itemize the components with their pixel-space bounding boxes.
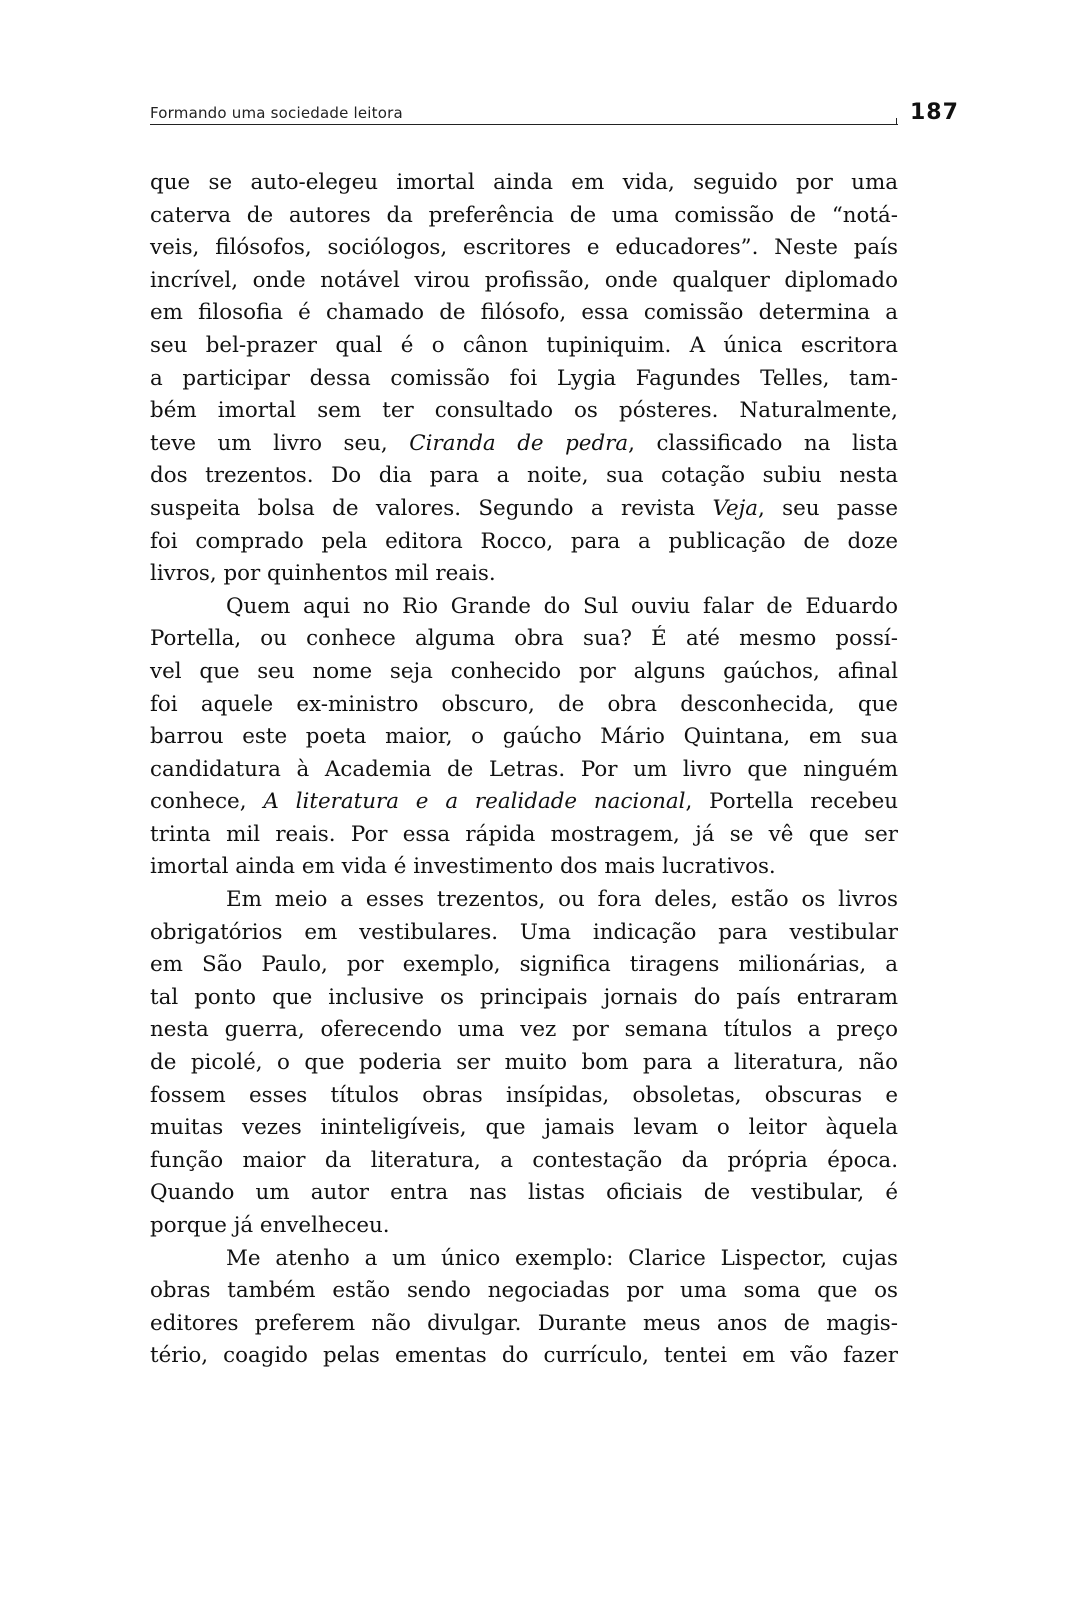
text-line (150, 851, 898, 884)
text-segment: teve um livro seu, (150, 430, 410, 456)
text-segment: em filosofia é chamado de filósofo, essa comissão determina a (150, 300, 898, 326)
text-line (150, 689, 898, 722)
text-line (150, 721, 898, 754)
text-line (150, 1308, 898, 1341)
italic-title: Ciranda de pedra (409, 430, 629, 456)
text-line (150, 526, 898, 559)
text-segment: , classificado na lista (628, 430, 898, 456)
text-line (150, 917, 898, 950)
text-segment: caterva de autores da preferência de uma comissão de “notá- (150, 202, 898, 228)
text-line (150, 395, 898, 428)
text-segment: livros, por quinhentos mil reais. (150, 561, 496, 587)
text-line (150, 200, 898, 233)
text-segment: foi comprado pela editora Rocco, para a publicação de doze (150, 528, 898, 554)
text-segment: muitas vezes ininteligíveis, que jamais levam o leitor àquela (150, 1115, 898, 1141)
text-segment: que se auto-elegeu imortal ainda em vida, seguido por uma (150, 170, 898, 195)
text-segment: obrigatórios em vestibulares. Uma indicação para vestibular (150, 919, 898, 945)
text-segment: nesta guerra, oferecendo uma vez por semana títulos a preço (150, 1017, 898, 1043)
text-line (150, 493, 898, 526)
paragraph (150, 884, 898, 1243)
text-segment: tério, coagido pelas ementas do currículo, tentei em vão fazer (150, 1343, 898, 1369)
text-segment: vel que seu nome seja conhecido por alguns gaúchos, afinal (150, 658, 898, 684)
text-line (150, 167, 898, 200)
body-text (150, 167, 898, 1373)
text-line (150, 1014, 898, 1047)
text-line (150, 623, 898, 656)
text-line (150, 1112, 898, 1145)
running-title: Formando uma sociedade leitora (150, 104, 403, 122)
text-line (150, 786, 898, 819)
text-line (150, 982, 898, 1015)
text-segment: Me atenho a um único exemplo: Clarice Lispector, cujas (226, 1245, 898, 1271)
text-segment: função maior da literatura, a contestação da própria época. (150, 1147, 898, 1173)
text-line (150, 1340, 898, 1373)
text-segment: editores preferem não divulgar. Durante meus anos de magis- (150, 1310, 898, 1336)
text-line (150, 265, 898, 298)
text-segment: a participar dessa comissão foi Lygia Fagundes Telles, tam- (150, 365, 898, 391)
text-segment: bém imortal sem ter consultado os pósteres. Naturalmente, (150, 398, 898, 424)
text-segment: , Portella recebeu (685, 789, 899, 815)
text-line (150, 1177, 898, 1210)
text-segment: Quando um autor entra nas listas oficiais de vestibular, é (150, 1180, 898, 1206)
text-segment: dos trezentos. Do dia para a noite, sua cotação subiu nesta (150, 463, 898, 489)
text-segment: seu bel-prazer qual é o cânon tupiniquim. A única escritora (150, 332, 898, 358)
page-number: 187 (910, 100, 959, 125)
text-segment: porque já envelheceu. (150, 1213, 390, 1238)
text-segment: incrível, onde notável virou profissão, onde qualquer diplomado (150, 267, 898, 293)
text-line (150, 363, 898, 396)
text-line (150, 297, 898, 330)
text-segment: trinta mil reais. Por essa rápida mostragem, já se vê que ser (150, 821, 898, 847)
text-segment: fossem esses títulos obras insípidas, obsoletas, obscuras e (150, 1082, 898, 1108)
text-line (150, 1275, 898, 1308)
text-line (150, 330, 898, 363)
text-line (150, 1243, 898, 1276)
text-line (150, 232, 898, 265)
paragraph (150, 591, 898, 884)
text-line (150, 819, 898, 852)
text-line (150, 754, 898, 787)
text-line (150, 1145, 898, 1178)
text-line (150, 428, 898, 461)
text-line (150, 591, 898, 624)
text-segment: imortal ainda em vida é investimento dos mais lucrativos. (150, 854, 776, 880)
text-line (150, 884, 898, 917)
text-segment: , seu passe (758, 495, 898, 521)
text-line (150, 656, 898, 689)
text-line (150, 1080, 898, 1113)
text-segment: em São Paulo, por exemplo, significa tiragens milionárias, a (150, 952, 898, 978)
text-segment: veis, filósofos, sociólogos, escritores e educadores”. Neste país (150, 235, 898, 261)
text-segment: Quem aqui no Rio Grande do Sul ouviu falar de Eduardo (226, 593, 898, 619)
text-line (150, 949, 898, 982)
text-segment: de picolé, o que poderia ser muito bom para a literatura, não (150, 1050, 898, 1076)
text-line (150, 1047, 898, 1080)
text-segment: candidatura à Academia de Letras. Por um livro que ninguém (150, 756, 898, 782)
running-head (150, 100, 959, 130)
text-line (150, 460, 898, 493)
header-rule-tick (896, 118, 897, 125)
text-segment: Portella, ou conhece alguma obra sua? É até mesmo possí- (150, 626, 898, 652)
text-segment: barrou este poeta maior, o gaúcho Mário Quintana, em sua (150, 724, 898, 750)
header-rule (150, 124, 898, 125)
paragraph (150, 1243, 898, 1373)
italic-title: Veja (712, 495, 759, 521)
text-segment: suspeita bolsa de valores. Segundo a revista (150, 495, 713, 521)
paragraph (150, 167, 898, 591)
text-line (150, 558, 898, 591)
text-segment: foi aquele ex-ministro obscuro, de obra desconhecida, que (150, 691, 898, 717)
text-segment: tal ponto que inclusive os principais jornais do país entraram (150, 984, 898, 1010)
text-segment: conhece, (150, 789, 264, 815)
italic-title: A literatura e a realidade nacional (263, 789, 686, 815)
text-segment: Em meio a esses trezentos, ou fora deles, estão os livros (226, 887, 898, 913)
text-segment: obras também estão sendo negociadas por uma soma que os (150, 1278, 898, 1304)
text-line (150, 1210, 898, 1243)
